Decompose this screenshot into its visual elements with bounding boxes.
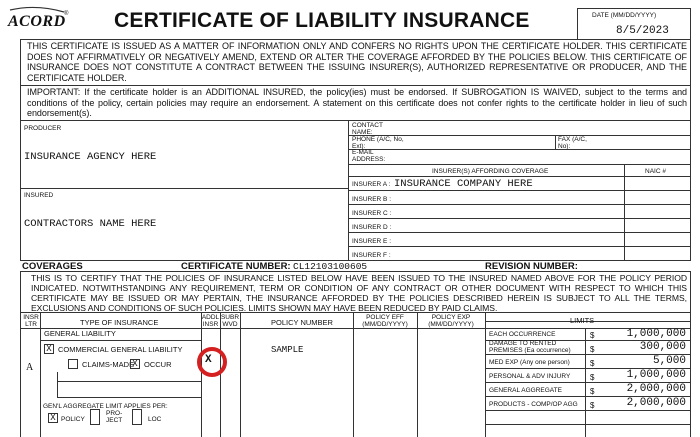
occur-label: OCCUR [144, 360, 172, 369]
limit-currency: $ [590, 331, 595, 340]
general-liability-label: GENERAL LIABILITY [44, 329, 116, 338]
producer-label: PRODUCER [24, 125, 62, 132]
coverage-statement-box [20, 271, 691, 313]
limit-label: PRODUCTS - COMP/OP AGG [489, 401, 578, 408]
insurer-d-label: INSURER D : [352, 224, 392, 231]
insured-label: INSURED [24, 192, 54, 199]
limit-label: GENERAL AGGREGATE [489, 387, 562, 394]
contact-name-label: CONTACT NAME: [352, 122, 383, 136]
insurers-header: INSURER(S) AFFORDING COVERAGE [432, 168, 549, 175]
cgl-checkbox[interactable]: X [44, 344, 54, 354]
limit-label: DAMAGE TO RENTED PREMISES (Ea occurrence) [489, 340, 571, 354]
limit-currency: $ [590, 359, 595, 368]
insurer-a-label: INSURER A : [352, 181, 391, 188]
limit-currency: $ [590, 373, 595, 382]
certificate-number-value: CL12103100605 [293, 261, 368, 272]
limit-value: 5,000 [652, 355, 686, 367]
producer-value: INSURANCE AGENCY HERE [24, 151, 157, 163]
cgl-label: COMMERCIAL GENERAL LIABILITY [58, 345, 183, 354]
addl-insured-highlight [197, 347, 227, 377]
important-box [20, 85, 691, 121]
certificate-number-label: CERTIFICATE NUMBER: [181, 261, 291, 272]
col-limits: LIMITS [570, 316, 595, 325]
phone-label: PHONE (A/C, No, Ext): [352, 136, 404, 150]
acord-logo: ACORD ® [6, 6, 68, 30]
project-checkbox[interactable] [90, 409, 100, 425]
project-checkbox-label: PRO-JECT [106, 410, 123, 424]
limit-value: 300,000 [639, 341, 686, 353]
insured-value: CONTRACTORS NAME HERE [24, 218, 157, 230]
limit-label: PERSONAL & ADV INJURY [489, 373, 571, 380]
coverage-statement: THIS IS TO CERTIFY THAT THE POLICIES OF INSURANCE LISTED BELOW HAVE BEEN ISSUED TO THE INSURED NAMED ABOVE FOR THE POLICY PERIOD INDICATED. NOTWITHSTANDING ANY REQUIREMENT, TERM OR CONDITION OF ANY CONTRACT OR OTHER DOCUMENT WITH RESPECT TO WHICH THIS CERTIFICATE MAY BE ISSUED OR MAY PERTAIN, THE INSURANCE AFFORDED BY THE POLICIES DESCRIBED HEREIN IS SUBJECT TO ALL THE TERMS, EXCLUSIONS AND CONDITIONS OF SUCH POLICIES. LIMITS SHOWN MAY HAVE BEEN REDUCED BY PAID CLAIMS. [31, 273, 687, 313]
limit-currency: $ [590, 387, 595, 396]
occur-checkbox[interactable]: X [130, 359, 140, 369]
date-value: 8/5/2023 [616, 25, 669, 37]
email-label: E-MAIL ADDRESS: [352, 149, 386, 163]
limit-value: 2,000,000 [626, 397, 686, 409]
policy-checkbox[interactable]: X [48, 413, 58, 423]
revision-number-label: REVISION NUMBER: [485, 261, 578, 272]
naic-header: NAIC # [645, 168, 666, 175]
limit-value: 1,000,000 [626, 369, 686, 381]
col-insr-ltr: INSR LTR [23, 314, 39, 328]
limit-label: MED EXP (Any one person) [489, 359, 570, 366]
loc-checkbox-label: LOC [148, 416, 162, 423]
limit-currency: $ [590, 345, 595, 354]
col-addl: ADDL INSR [201, 314, 220, 328]
insurer-letter: A [26, 362, 34, 373]
col-subr: SUBR WVD [220, 314, 240, 328]
important-text: IMPORTANT: If the certificate holder is an ADDITIONAL INSURED, the policy(ies) must be endorsed. If SUBROGATION IS WAIVED, subject to the terms and conditions of the policy, certain policies may require an endorsement. A statement on this certificate does not confer rights to the certificate holder in lieu of such endorsement(s). [27, 87, 687, 118]
limit-label: EACH OCCURRENCE [489, 331, 556, 338]
insurer-e-label: INSURER E : [352, 238, 392, 245]
addl-insured-mark: X [205, 354, 212, 366]
insurer-f-label: INSURER F : [352, 252, 391, 259]
col-type: TYPE OF INSURANCE [80, 318, 159, 327]
col-policy: POLICY NUMBER [271, 318, 333, 327]
notice-text: THIS CERTIFICATE IS ISSUED AS A MATTER OF INFORMATION ONLY AND CONFERS NO RIGHTS UPON THE CERTIFICATE HOLDER. THIS CERTIFICATE DOES NOT AFFIRMATIVELY OR NEGATIVELY AMEND, EXTEND OR ALTER THE COVERAGE AFFORDED BY THE POLICIES BELOW. THIS CERTIFICATE OF INSURANCE DOES NOT CONSTITUTE A CONTRACT BETWEEN THE ISSUING INSURER(S), AUTHORIZED REPRESENTATIVE OR PRODUCER, AND THE CERTIFICATE HOLDER. [27, 41, 687, 83]
limit-value: 1,000,000 [626, 328, 686, 340]
col-eff: POLICY EFF (MM/DD/YYYY) [362, 314, 408, 328]
insurer-b-label: INSURER B : [352, 196, 392, 203]
date-box [577, 8, 691, 40]
coverages-label: COVERAGES [22, 261, 83, 272]
claims-made-checkbox[interactable] [68, 359, 78, 369]
limit-value: 2,000,000 [626, 383, 686, 395]
fax-label: FAX (A/C, No): [558, 136, 587, 150]
limit-currency: $ [590, 401, 595, 410]
insurer-c-label: INSURER C : [352, 210, 392, 217]
insurer-a-value: INSURANCE COMPANY HERE [394, 178, 533, 190]
loc-checkbox[interactable] [132, 409, 142, 425]
policy-checkbox-label: POLICY [61, 416, 85, 423]
date-label: DATE (MM/DD/YYYY) [592, 12, 657, 19]
aggregate-applies-label: GEN'L AGGREGATE LIMIT APPLIES PER: [43, 403, 168, 410]
policy-number-value: SAMPLE [271, 345, 304, 355]
col-exp: POLICY EXP (MM/DD/YYYY) [428, 314, 474, 328]
claims-made-label: CLAIMS-MADE [82, 360, 135, 369]
notice-box [20, 39, 691, 85]
page-title: CERTIFICATE OF LIABILITY INSURANCE [114, 9, 530, 32]
